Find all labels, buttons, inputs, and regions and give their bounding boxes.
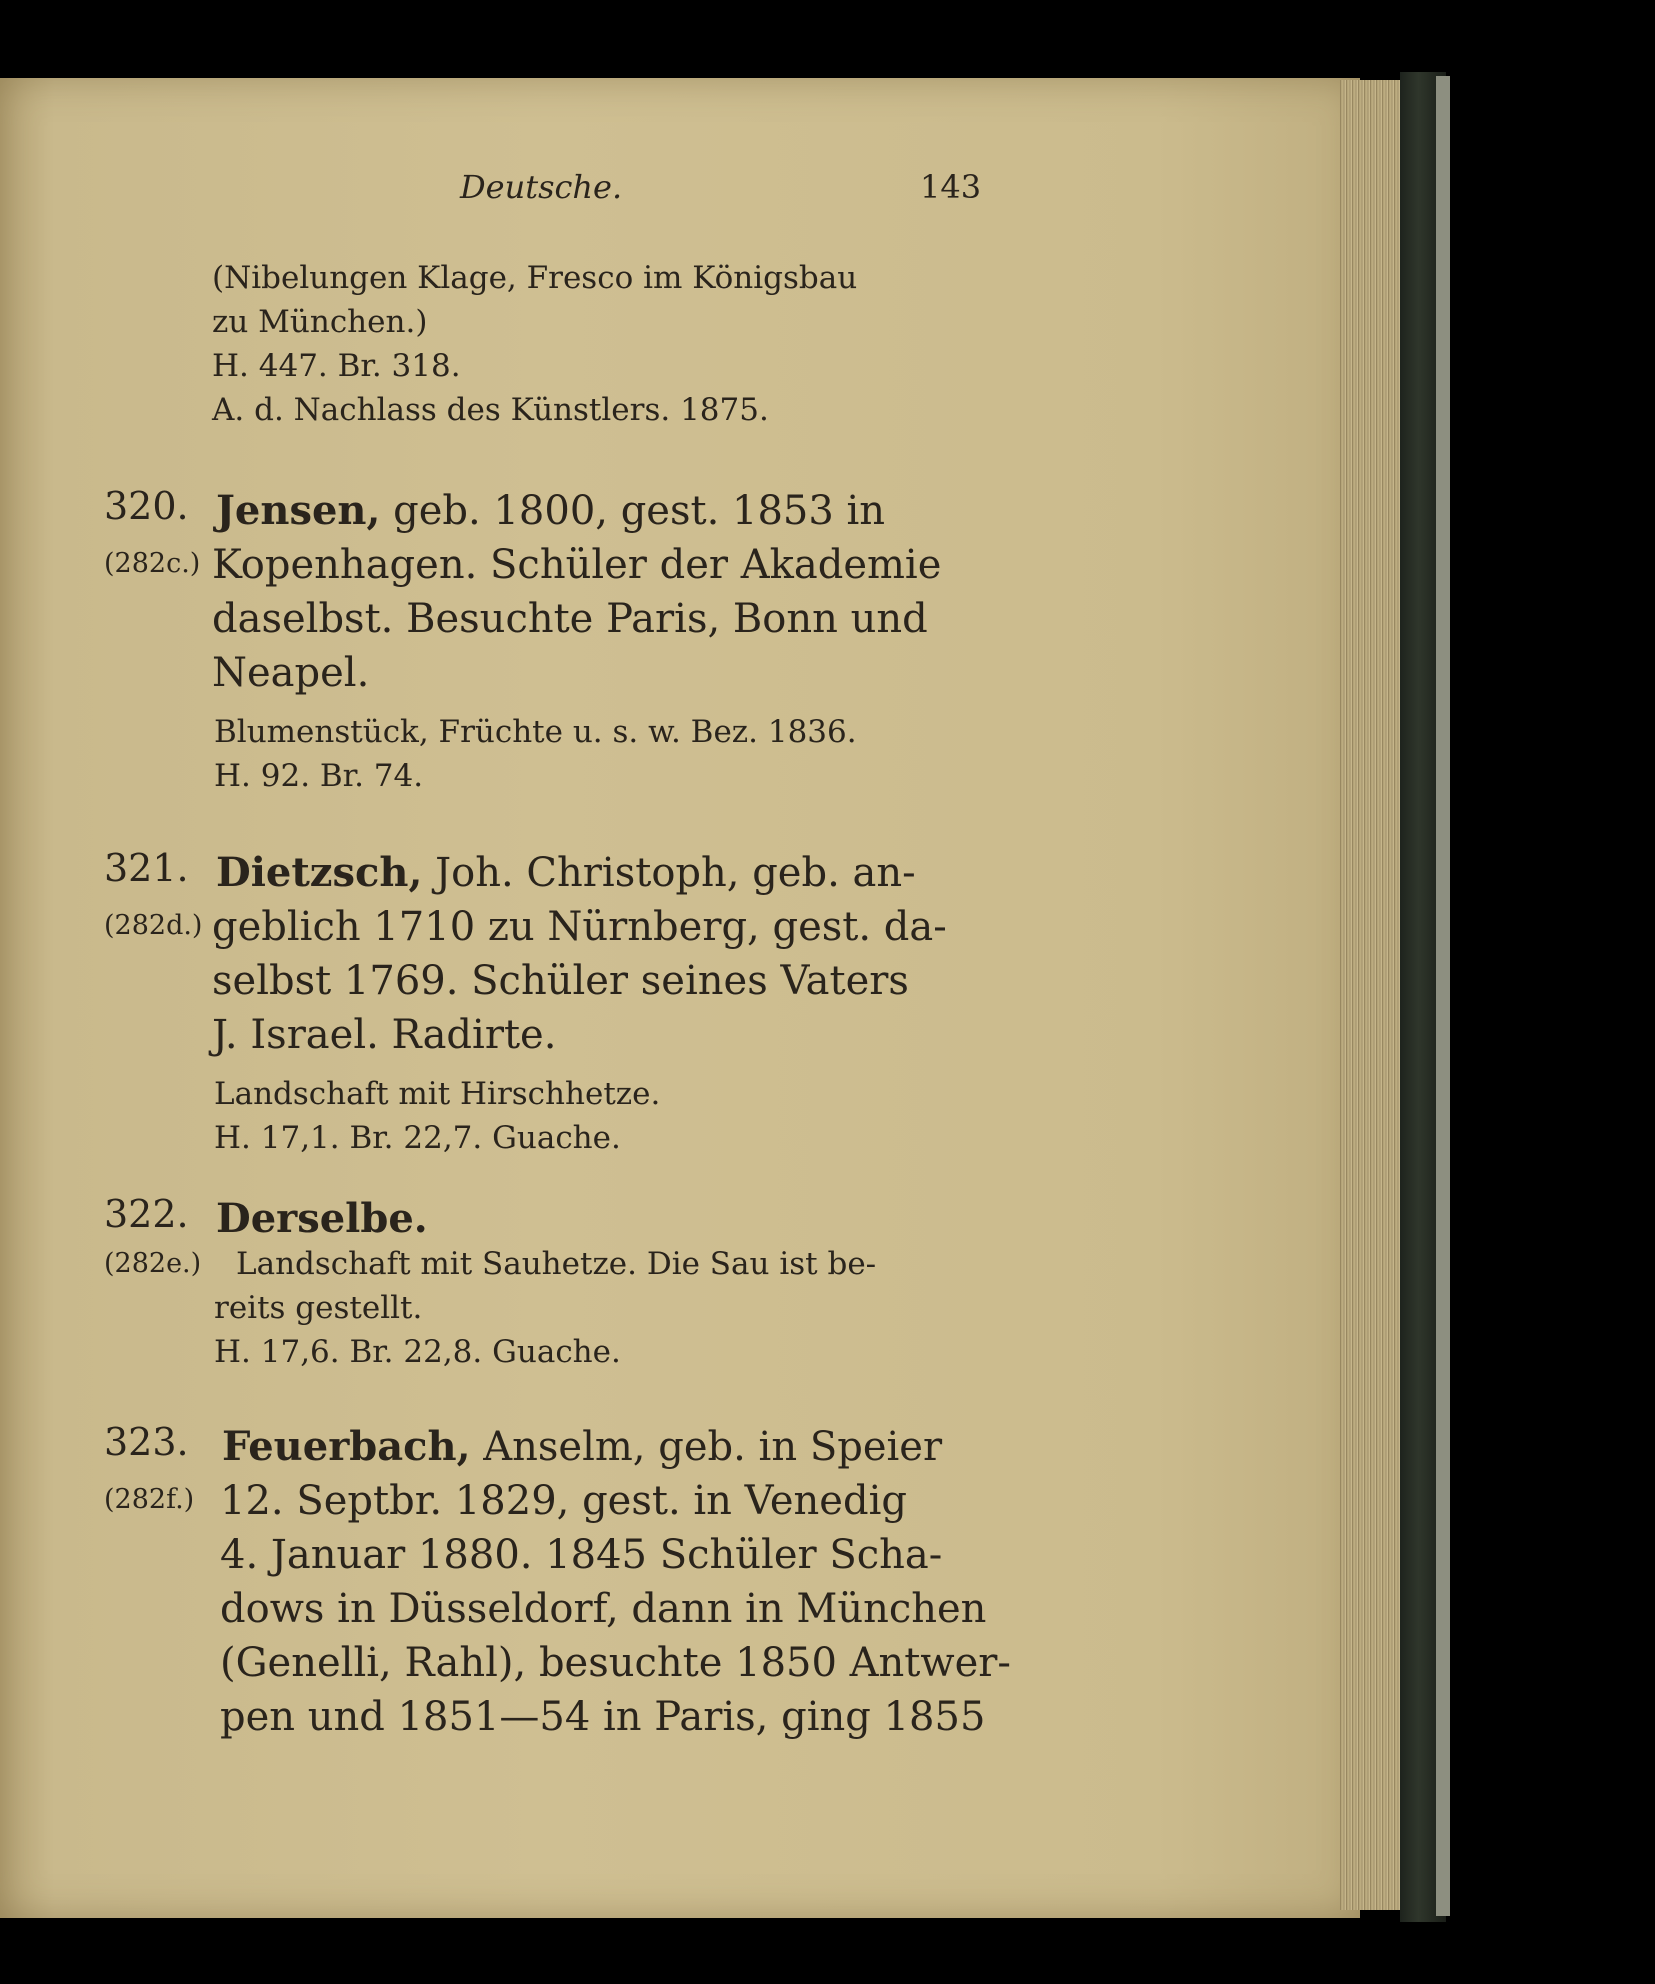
bio-first: geb. 1800, gest. 1853 in <box>393 488 886 534</box>
entry-heading <box>216 846 916 900</box>
page-stack-edges <box>1340 80 1400 1910</box>
artist-name: Jensen, <box>216 487 381 534</box>
artist-name: Derselbe. <box>216 1195 428 1242</box>
detail-line: Landschaft mit Hirschhetze. <box>214 1076 661 1112</box>
continuation-line: H. 447. Br. 318. <box>212 348 461 384</box>
bio-line: daselbst. Besuchte Paris, Bonn und <box>212 596 928 642</box>
detail-line: reits gestellt. <box>214 1290 423 1326</box>
bio-line: Neapel. <box>212 650 370 696</box>
continuation-line: (Nibelungen Klage, Fresco im Königsbau <box>212 260 858 296</box>
entry-heading <box>216 484 885 538</box>
bio-line: 4. Januar 1880. 1845 Schüler Scha- <box>220 1532 943 1578</box>
entry-reference: (282f.) <box>104 1484 195 1515</box>
entry-reference: (282d.) <box>104 910 203 941</box>
bio-line: selbst 1769. Schüler seines Vaters <box>212 958 909 1004</box>
entry-reference: (282e.) <box>104 1248 202 1279</box>
detail-line: H. 17,6. Br. 22,8. Guache. <box>214 1334 621 1370</box>
detail-line: Landschaft mit Sauhetze. Die Sau ist be- <box>236 1246 877 1282</box>
continuation-line: zu München.) <box>212 304 428 340</box>
entry-number: 321. <box>104 846 189 890</box>
detail-line: H. 17,1. Br. 22,7. Guache. <box>214 1120 621 1156</box>
artist-name: Dietzsch, <box>216 849 423 896</box>
entry-number: 320. <box>104 484 189 528</box>
entry-number: 323. <box>104 1420 189 1464</box>
detail-line: Blumenstück, Früchte u. s. w. Bez. 1836. <box>214 714 857 750</box>
continuation-line: A. d. Nachlass des Künstlers. 1875. <box>212 392 769 428</box>
bio-line: (Genelli, Rahl), besuchte 1850 Antwer- <box>220 1640 1011 1686</box>
running-head: Deutsche. <box>460 168 623 206</box>
entry-heading <box>222 1420 942 1474</box>
detail-line: H. 92. Br. 74. <box>214 758 424 794</box>
bio-first: Anselm, geb. in Speier <box>483 1424 943 1470</box>
bio-line: Kopenhagen. Schüler der Akademie <box>212 542 942 588</box>
bio-line: J. Israel. Radirte. <box>212 1012 557 1058</box>
page-number: 143 <box>920 168 982 206</box>
entry-heading <box>216 1192 428 1246</box>
bio-line: dows in Düsseldorf, dann in München <box>220 1586 987 1632</box>
entry-reference: (282c.) <box>104 548 201 579</box>
bio-line: 12. Septbr. 1829, gest. in Venedig <box>220 1478 907 1524</box>
artist-name: Feuerbach, <box>222 1423 471 1470</box>
bio-line: pen und 1851—54 in Paris, ging 1855 <box>220 1694 986 1740</box>
bio-first: Joh. Christoph, geb. an- <box>435 850 916 896</box>
bio-line: geblich 1710 zu Nürnberg, gest. da- <box>212 904 947 950</box>
binding-edge <box>1436 76 1450 1916</box>
entry-number: 322. <box>104 1192 189 1236</box>
